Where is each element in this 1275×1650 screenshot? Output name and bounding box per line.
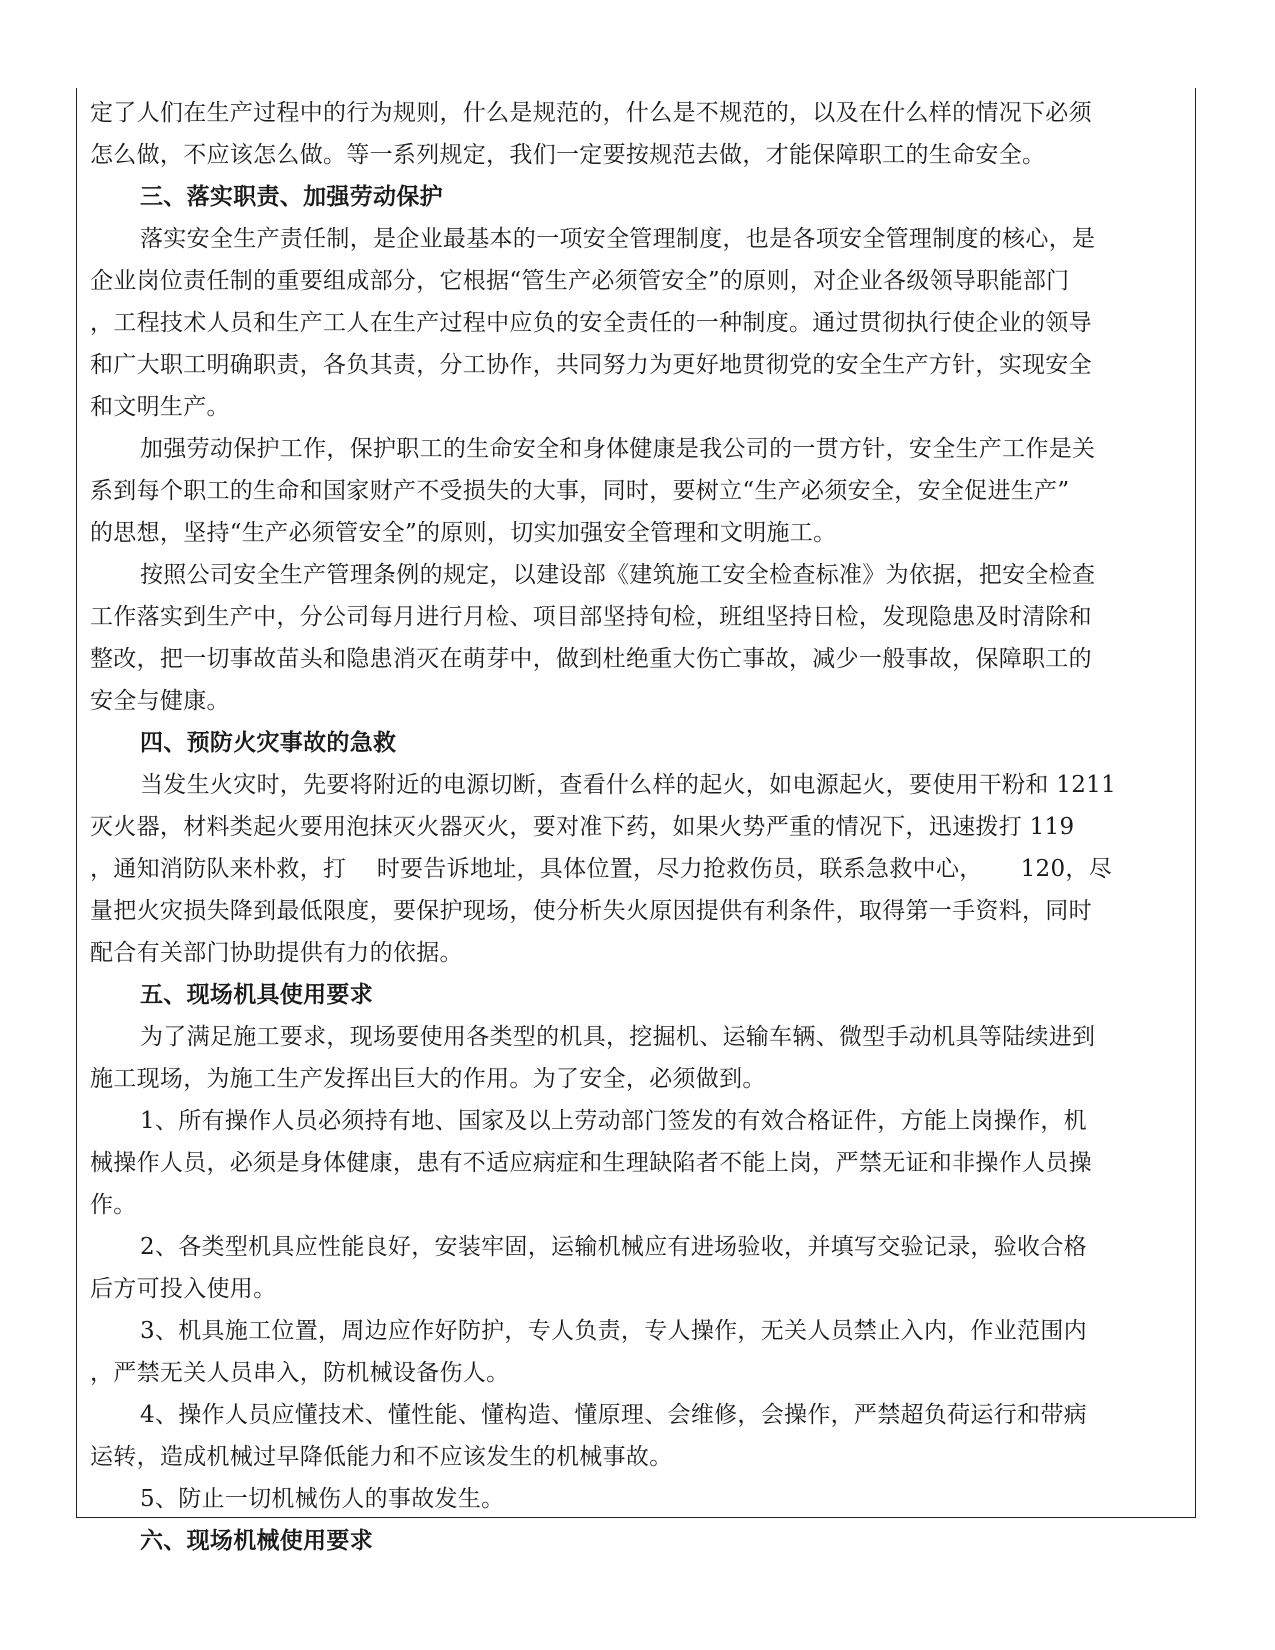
paragraph-line: 落实安全生产责任制，是企业最基本的一项安全管理制度，也是各项安全管理制度的核心，是 xyxy=(140,226,1096,252)
paragraph-line: 为了满足施工要求，现场要使用各类型的机具，挖掘机、运输车辆、微型手动机具等陆续进到 xyxy=(140,1024,1096,1050)
paragraph-line: 4、操作人员应懂技术、懂性能、懂构造、懂原理、会维修，会操作，严禁超负荷运行和带病 xyxy=(140,1402,1087,1428)
paragraph-line: 配合有关部门协助提供有力的依据。 xyxy=(90,940,463,966)
paragraph-line: 工作落实到生产中，分公司每月进行月检、项目部坚持旬检，班组坚持日检，发现隐患及时清除和 xyxy=(90,604,1092,630)
paragraph-line: 运转，造成机械过早降低能力和不应该发生的机械事故。 xyxy=(90,1444,673,1470)
section-heading: 六、现场机械使用要求 xyxy=(140,1527,373,1554)
paragraph-line: 械操作人员，必须是身体健康，患有不适应病症和生理缺陷者不能上岗，严禁无证和非操作人员操 xyxy=(90,1150,1092,1176)
paragraph-line: 后方可投入使用。 xyxy=(90,1276,277,1302)
paragraph-line: 当发生火灾时，先要将附近的电源切断，查看什么样的起火，如电源起火，要使用干粉和 1211 xyxy=(140,772,1117,798)
paragraph-line: 3、机具施工位置，周边应作好防护，专人负责，专人操作，无关人员禁止入内，作业范围内 xyxy=(140,1318,1087,1344)
paragraph-line: 灭火器，材料类起火要用泡抹灭火器灭火，要对准下药，如果火势严重的情况下，迅速拨打 119 xyxy=(90,814,1075,840)
paragraph-line: ，通知消防队来朴救，打 时要告诉地址，具体位置，尽力抢救伤员，联系急救中心， 120，尽 xyxy=(90,856,1112,882)
paragraph-line: ，工程技术人员和生产工人在生产过程中应负的安全责任的一种制度。通过贯彻执行使企业的领导 xyxy=(90,310,1092,336)
paragraph-line: 企业岗位责任制的重要组成部分，它根据“管生产必须管安全”的原则，对企业各级领导职能部门 xyxy=(90,268,1070,294)
section-heading: 三、落实职责、加强劳动保护 xyxy=(140,183,443,210)
paragraph-line: 整改，把一切事故苗头和隐患消灭在萌芽中，做到杜绝重大伤亡事故，减少一般事故，保障职工的 xyxy=(90,646,1092,672)
paragraph-line: 安全与健康。 xyxy=(90,688,230,714)
paragraph-line: 的思想，坚持“生产必须管安全”的原则，切实加强安全管理和文明施工。 xyxy=(90,520,837,546)
paragraph-line: 2、各类型机具应性能良好，安装牢固，运输机械应有进场验收，并填写交验记录，验收合格 xyxy=(140,1234,1087,1260)
paragraph-line: 1、所有操作人员必须持有地、国家及以上劳动部门签发的有效合格证件，方能上岗操作，机 xyxy=(140,1108,1087,1134)
paragraph-line: 怎么做，不应该怎么做。等一系列规定，我们一定要按规范去做，才能保障职工的生命安全。 xyxy=(90,142,1046,168)
paragraph-line: 按照公司安全生产管理条例的规定，以建设部《建筑施工安全检查标准》为依据，把安全检查 xyxy=(140,562,1096,588)
paragraph-line: 量把火灾损失降到最低限度，要保护现场，使分析失火原因提供有利条件，取得第一手资料，同时 xyxy=(90,898,1092,924)
document-body xyxy=(90,92,1186,1562)
paragraph-line: ，严禁无关人员串入，防机械设备伤人。 xyxy=(90,1360,510,1386)
paragraph-line: 5、防止一切机械伤人的事故发生。 xyxy=(140,1486,505,1512)
paragraph-line: 定了人们在生产过程中的行为规则，什么是规范的，什么是不规范的，以及在什么样的情况下必须 xyxy=(90,100,1092,126)
paragraph-line: 作。 xyxy=(90,1192,137,1218)
paragraph-line: 和文明生产。 xyxy=(90,394,230,420)
section-heading: 四、预防火灾事故的急救 xyxy=(140,729,397,756)
paragraph-line: 加强劳动保护工作，保护职工的生命安全和身体健康是我公司的一贯方针，安全生产工作是关 xyxy=(140,436,1096,462)
paragraph-line: 系到每个职工的生命和国家财产不受损失的大事，同时，要树立“生产必须安全，安全促进生产” xyxy=(90,478,1070,504)
paragraph-line: 施工现场，为施工生产发挥出巨大的作用。为了安全，必须做到。 xyxy=(90,1066,766,1092)
paragraph-line: 和广大职工明确职责，各负其责，分工协作，共同努力为更好地贯彻党的安全生产方针，实现安全 xyxy=(90,352,1092,378)
section-heading: 五、现场机具使用要求 xyxy=(140,981,373,1008)
